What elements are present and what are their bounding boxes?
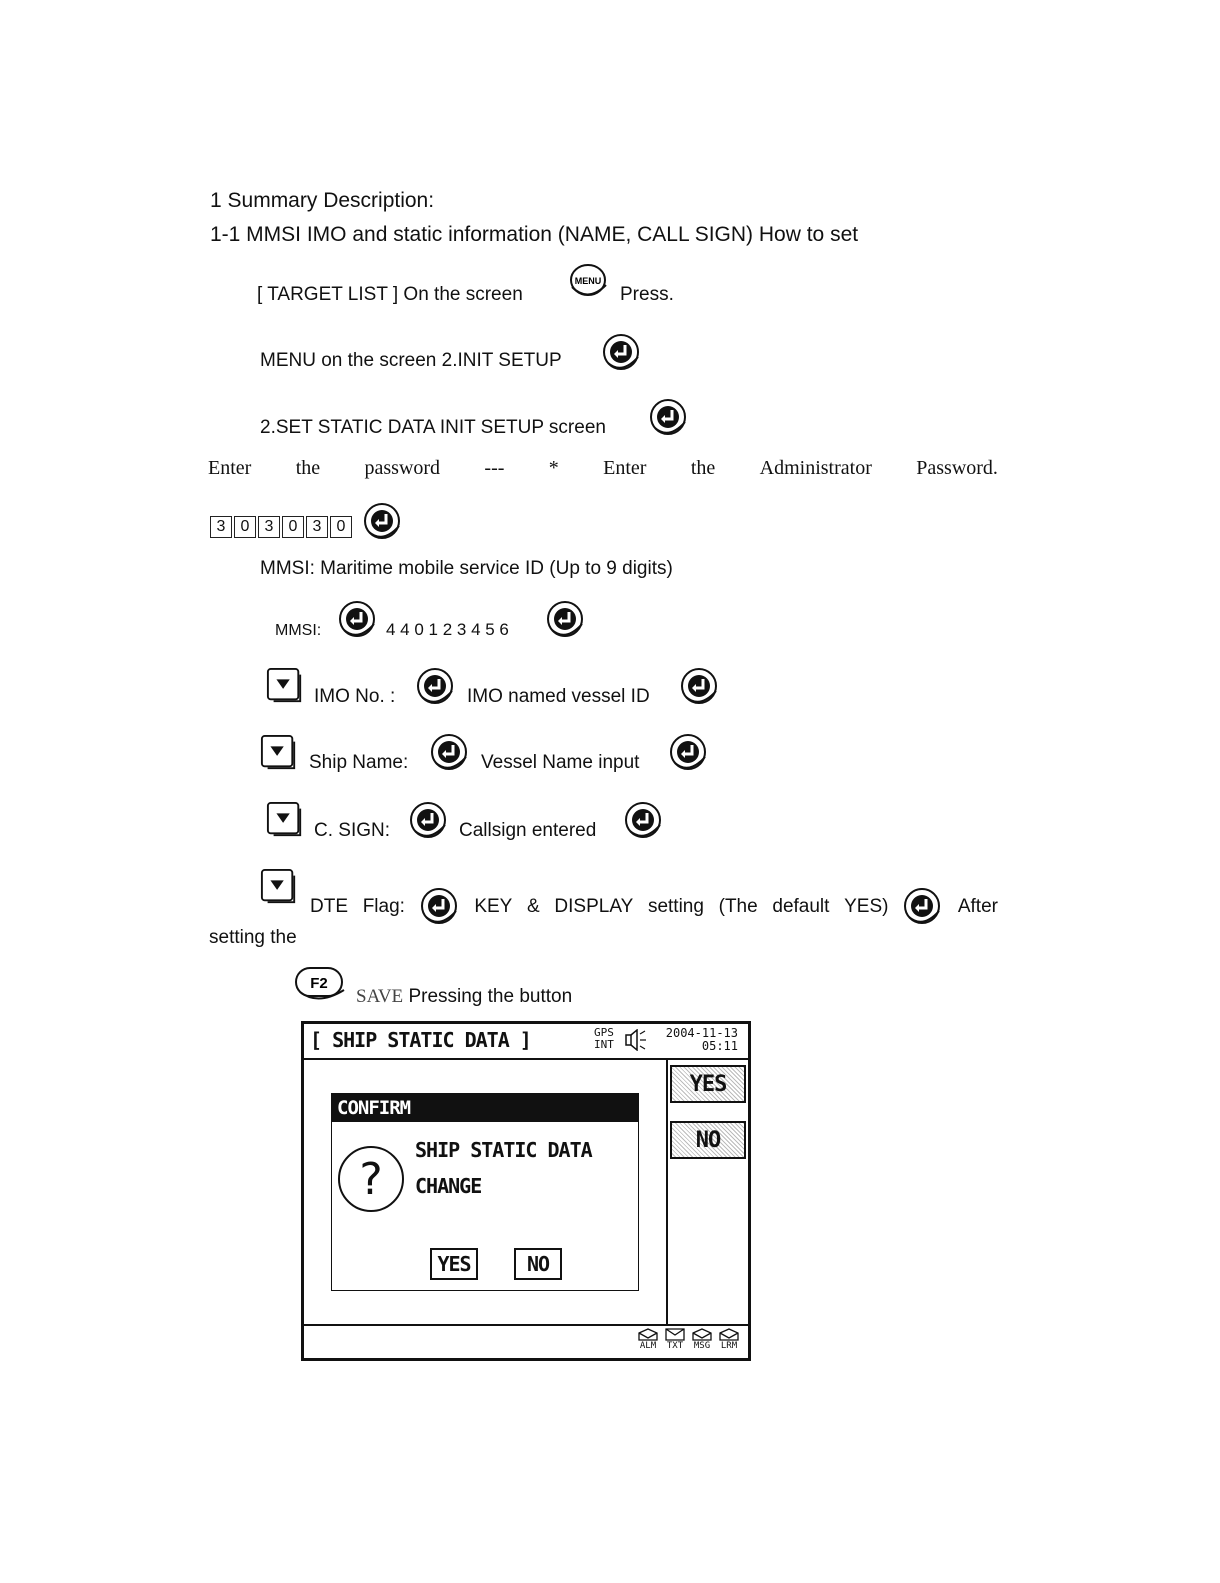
- lrm-label: LRM: [720, 1341, 738, 1351]
- imo-description: IMO named vessel ID: [467, 686, 650, 707]
- device-screen: [301, 1021, 751, 1361]
- password-digit: 0: [234, 516, 256, 538]
- heading-summary: 1 Summary Description:: [210, 189, 435, 212]
- pw-word: the: [295, 457, 321, 479]
- int-label: INT: [594, 1038, 614, 1051]
- password-digit: 0: [282, 516, 304, 538]
- password-instruction: [208, 457, 998, 480]
- step2-text: MENU on the screen 2.INIT SETUP: [260, 350, 562, 371]
- side-divider: [666, 1058, 668, 1324]
- f2-key-icon: [294, 966, 348, 1009]
- dte-word: setting: [647, 896, 704, 917]
- dte-word: DTE: [310, 896, 348, 917]
- down-arrow-key-icon: [260, 868, 298, 906]
- envelope-open-icon: [638, 1328, 658, 1341]
- envelope-icon: [665, 1328, 685, 1341]
- txt-indicator: [663, 1328, 687, 1351]
- speaker-icon: [624, 1029, 648, 1051]
- save-rest: Pressing the button: [408, 986, 573, 1007]
- pw-word: Administrator: [759, 457, 872, 479]
- menu-key-icon: [568, 263, 610, 308]
- dialog-yes-button[interactable]: YES: [430, 1248, 478, 1280]
- dialog-title: CONFIRM: [332, 1094, 638, 1122]
- dialog-line: CHANGE: [415, 1174, 482, 1198]
- pw-word: Enter: [208, 457, 252, 479]
- save-instruction: [356, 986, 572, 1008]
- gps-status: [594, 1027, 614, 1051]
- callsign-description: Callsign entered: [459, 820, 597, 841]
- enter-key-icon: [546, 600, 586, 640]
- password-digit: 3: [306, 516, 328, 538]
- pw-word: *: [548, 457, 559, 479]
- step3-text: 2.SET STATIC DATA INIT SETUP screen: [260, 417, 606, 438]
- dialog-message: [415, 1132, 592, 1204]
- step1-press: Press.: [620, 284, 674, 305]
- envelope-open-icon: [692, 1328, 712, 1341]
- enter-key-icon: [649, 398, 689, 438]
- enter-key-icon: [430, 733, 470, 773]
- enter-key-icon: [602, 333, 642, 373]
- dte-continuation: setting the: [209, 927, 297, 948]
- save-word: SAVE: [356, 986, 404, 1007]
- down-arrow-key-icon: [260, 734, 298, 772]
- enter-key-icon: [338, 600, 378, 640]
- f2-key-label: F2: [310, 975, 328, 992]
- datetime: [654, 1027, 738, 1053]
- password-digits: [210, 516, 352, 538]
- mmsi-label: MMSI:: [275, 622, 322, 639]
- confirm-dialog: [331, 1093, 639, 1291]
- time: 05:11: [701, 1039, 738, 1053]
- pw-word: password: [364, 457, 441, 479]
- enter-key-icon: [416, 667, 456, 707]
- mmsi-description: MMSI: Maritime mobile service ID (Up to 9 digits): [260, 558, 673, 579]
- dte-word: KEY: [474, 896, 513, 917]
- password-digit: 3: [210, 516, 232, 538]
- password-digit: 0: [330, 516, 352, 538]
- heading-section: 1-1 MMSI IMO and static information (NAME, CALL SIGN) How to set: [210, 223, 859, 246]
- enter-key-icon: [409, 801, 449, 841]
- dte-word: DISPLAY: [554, 896, 634, 917]
- screen-title: [ SHIP STATIC DATA ]: [310, 1028, 531, 1052]
- dte-word: (The: [718, 896, 758, 917]
- question-icon: ?: [338, 1146, 404, 1212]
- pw-word: Password.: [916, 457, 998, 479]
- enter-key-icon: [624, 801, 664, 841]
- alm-indicator: [636, 1328, 660, 1351]
- ship-name-label: Ship Name:: [309, 752, 409, 773]
- screen-header: [304, 1024, 748, 1060]
- callsign-label: C. SIGN:: [314, 820, 391, 841]
- down-arrow-key-icon: [266, 801, 304, 839]
- password-digit: 3: [258, 516, 280, 538]
- dte-word: Flag:: [362, 896, 405, 917]
- dialog-line: SHIP STATIC DATA: [415, 1138, 592, 1162]
- enter-key-icon: [680, 667, 720, 707]
- enter-key-icon: [363, 502, 403, 542]
- dte-word: After: [957, 896, 998, 917]
- pw-word: the: [690, 457, 716, 479]
- step1-text: [ TARGET LIST ] On the screen: [257, 284, 523, 305]
- imo-label: IMO No. :: [314, 686, 396, 707]
- txt-label: TXT: [666, 1341, 684, 1351]
- dte-word: &: [527, 896, 540, 917]
- side-no-button[interactable]: NO: [670, 1121, 746, 1159]
- lrm-indicator: [717, 1328, 741, 1351]
- msg-indicator: [690, 1328, 714, 1351]
- screen-footer-divider: [304, 1324, 748, 1326]
- msg-label: MSG: [693, 1341, 711, 1351]
- enter-key-icon: [420, 887, 460, 927]
- side-yes-button[interactable]: YES: [670, 1065, 746, 1103]
- enter-key-icon: [903, 887, 943, 927]
- enter-key-icon: [669, 733, 709, 773]
- mmsi-value: 4 4 0 1 2 3 4 5 6: [386, 620, 509, 639]
- down-arrow-key-icon: [266, 667, 304, 705]
- gps-label: GPS: [594, 1026, 614, 1039]
- menu-key-label: MENU: [574, 276, 602, 286]
- pw-word: Enter: [603, 457, 647, 479]
- alm-label: ALM: [639, 1341, 657, 1351]
- dte-word: default: [772, 896, 830, 917]
- date: 2004-11-13: [665, 1026, 738, 1040]
- dte-word: YES): [844, 896, 889, 917]
- ship-name-description: Vessel Name input: [481, 752, 640, 773]
- pw-word: ---: [484, 457, 505, 479]
- envelope-open-icon: [719, 1328, 739, 1341]
- dte-flag-line: [310, 887, 998, 927]
- dialog-no-button[interactable]: NO: [514, 1248, 562, 1280]
